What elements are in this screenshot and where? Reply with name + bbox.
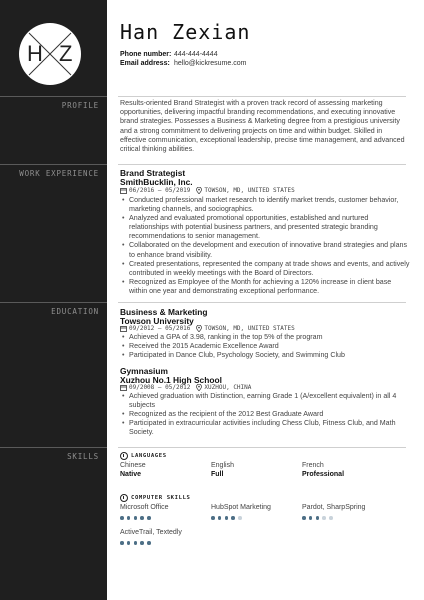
- rating-dot: [316, 516, 320, 520]
- rating-dot: [231, 516, 235, 520]
- list-item: • Participated in extracurricular activities including Chess Club, Fitness Club, and Math Society.: [120, 419, 410, 437]
- email-label: Email address:: [120, 60, 170, 67]
- languages-heading: [120, 452, 167, 460]
- job-bullets: [120, 196, 410, 296]
- main-divider: [118, 302, 406, 303]
- rating-dot: [134, 516, 138, 520]
- phone-value: 444-444-4444: [174, 51, 218, 58]
- language-name: Chinese: [120, 462, 146, 469]
- list-item: • Analyzed and evaluated promotional opportunities, established and nurtured relationships with potential business partners, and presented strategic branding recommendations to senior management.: [120, 214, 410, 241]
- skill-rating: [302, 516, 336, 520]
- rating-dot: [127, 516, 131, 520]
- list-item: • Achieved graduation with Distinction, earning Grade 1 (A/excellent equivalent) in all 4 subjects: [120, 392, 410, 410]
- email-value[interactable]: hello@kickresume.com: [174, 60, 247, 67]
- location-pin-icon: [196, 384, 202, 391]
- language-level: Full: [211, 471, 224, 478]
- sidebar-divider: [0, 96, 107, 97]
- list-item: • Participated in Dance Club, Psychology Society, and Swimming Club: [120, 351, 410, 360]
- calendar-icon: [120, 325, 127, 332]
- phone-line: [120, 51, 218, 58]
- rating-dot: [147, 541, 151, 545]
- rating-dot: [218, 516, 222, 520]
- rating-dot: [211, 516, 215, 520]
- calendar-icon: [120, 384, 127, 391]
- degree-title: Gymnasium: [120, 366, 168, 376]
- school-name: Towson University: [120, 316, 194, 326]
- computer-skills-label: COMPUTER SKILLS: [131, 495, 191, 501]
- computer-skill-name: HubSpot Marketing: [211, 504, 271, 511]
- job-meta: [120, 187, 295, 194]
- rating-dot: [120, 541, 124, 545]
- logo-initial-z: Z: [59, 41, 73, 66]
- degree-title: Business & Marketing: [120, 307, 208, 317]
- section-label-profile: PROFILE: [61, 101, 99, 110]
- sidebar-divider: [0, 302, 107, 303]
- computer-skills-heading: [120, 494, 191, 502]
- education-location: XUZHOU, CHINA: [204, 384, 252, 391]
- calendar-icon: [120, 187, 127, 194]
- list-item: • Received the 2015 Academic Excellence Award: [120, 342, 410, 351]
- education-meta: [120, 384, 251, 391]
- rating-dot: [322, 516, 326, 520]
- list-item: • Collaborated on the development and execution of innovative brand strategies and plans to enhance brand visibility.: [120, 241, 410, 259]
- computer-skill-name: Microsoft Office: [120, 504, 169, 511]
- rating-dot: [127, 541, 131, 545]
- skill-rating: [120, 541, 154, 545]
- candidate-name: Han Zexian: [120, 20, 251, 44]
- profile-summary: Results-oriented Brand Strategist with a proven track record of assessing marketing opportunities, delivering impactful branding recommendations, and executing innovative brand strategies. Possesses a Business & Marketing degree from a prestigious university and a strong commitment to delivering projects on time and within budget. Skilled in effective communication, exceptional leadership, precise time management, and advanced critical thinking abilities.: [120, 99, 405, 154]
- skill-rating: [211, 516, 245, 520]
- education-meta: [120, 325, 295, 332]
- company-name: SmithBucklin, Inc.: [120, 177, 193, 187]
- main-divider: [118, 96, 406, 97]
- rating-dot: [134, 541, 138, 545]
- skill-rating: [120, 516, 154, 520]
- phone-label: Phone number:: [120, 51, 172, 58]
- logo-initial-h: H: [27, 41, 43, 66]
- education-bullets: [120, 392, 410, 437]
- school-name: Xuzhou No.1 High School: [120, 375, 222, 385]
- job-location: TOWSON, MD, UNITED STATES: [204, 187, 295, 194]
- rating-dot: [302, 516, 306, 520]
- education-bullets: [120, 333, 410, 360]
- section-label-education: EDUCATION: [51, 307, 99, 316]
- main-divider: [118, 447, 406, 448]
- language-name: French: [302, 462, 324, 469]
- education-location: TOWSON, MD, UNITED STATES: [204, 325, 295, 332]
- rating-dot: [329, 516, 333, 520]
- email-line: [120, 60, 246, 67]
- section-label-skills: SKILLS: [67, 452, 99, 461]
- sidebar-divider: [0, 447, 107, 448]
- location-pin-icon: [196, 325, 202, 332]
- list-item: • Recognized as Employee of the Month for achieving a 120% increase in client base within one year and demonstrating exceptional performance.: [120, 278, 410, 296]
- initials-logo: [19, 23, 81, 85]
- sidebar: [0, 0, 107, 600]
- list-item: • Created presentations, represented the company at trade shows and events, and actively contributed in weekly meetings with the Board of Directors.: [120, 260, 410, 278]
- language-name: English: [211, 462, 234, 469]
- language-level: Professional: [302, 471, 345, 478]
- rating-dot: [140, 516, 144, 520]
- rating-dot: [309, 516, 313, 520]
- info-icon: [120, 452, 128, 460]
- list-item: • Conducted professional market research to identify market trends, customer behavior, marketing channels, and sociographics.: [120, 196, 410, 214]
- education-dates: 09/2008 – 05/2012: [129, 384, 191, 391]
- computer-skill-name: Pardot, SharpSpring: [302, 504, 366, 511]
- job-dates: 06/2016 – 05/2019: [129, 187, 191, 194]
- languages-label: LANGUAGES: [131, 453, 167, 459]
- rating-dot: [140, 541, 144, 545]
- rating-dot: [225, 516, 229, 520]
- list-item: • Achieved a GPA of 3.98, ranking in the top 5% of the program: [120, 333, 410, 342]
- job-title: Brand Strategist: [120, 168, 186, 178]
- education-dates: 09/2012 – 05/2016: [129, 325, 191, 332]
- rating-dot: [120, 516, 124, 520]
- rating-dot: [147, 516, 151, 520]
- rating-dot: [238, 516, 242, 520]
- info-icon: [120, 494, 128, 502]
- language-level: Native: [120, 471, 142, 478]
- location-pin-icon: [196, 187, 202, 194]
- list-item: • Recognized as the recipient of the 2012 Best Graduate Award: [120, 410, 410, 419]
- computer-skill-name: ActiveTrail, Textedly: [120, 529, 182, 536]
- sidebar-divider: [0, 164, 107, 165]
- main-divider: [118, 164, 406, 165]
- section-label-work-experience: WORK EXPERIENCE: [19, 169, 99, 178]
